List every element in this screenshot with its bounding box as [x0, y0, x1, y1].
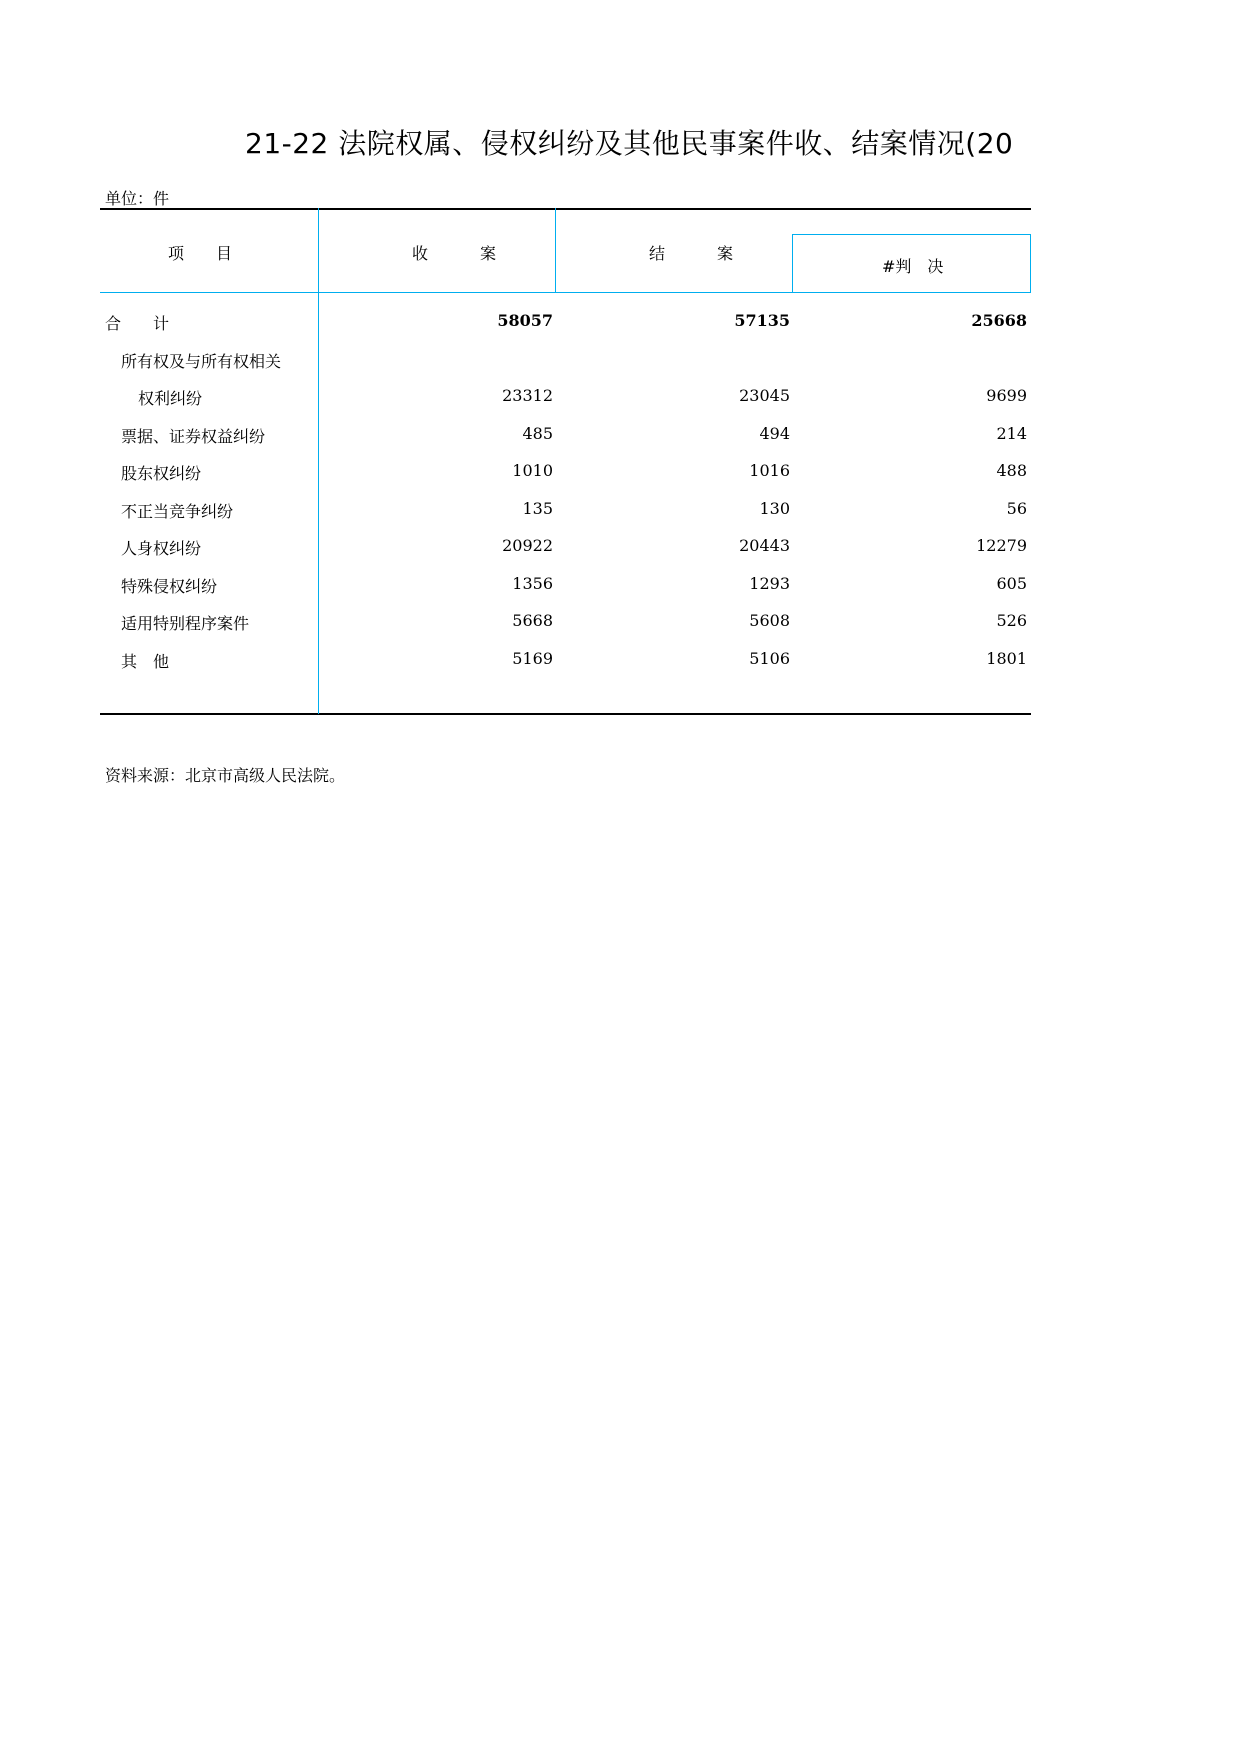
table-row [100, 574, 1030, 611]
received-value: 58057 [497, 311, 553, 330]
closed-value: 130 [759, 499, 790, 518]
received-value: 135 [522, 499, 553, 518]
table-title: 21-22 法院权属、侵权纠纷及其他民事案件收、结案情况(20 [245, 127, 1014, 160]
table-row [100, 499, 1030, 536]
data-source-note: 资料来源：北京市高级人民法院。 [105, 766, 346, 785]
row-label: 合 计 [105, 314, 170, 333]
judgment-value: 526 [996, 611, 1027, 630]
judgment-value: 488 [996, 461, 1027, 480]
judgment-value: 214 [996, 424, 1027, 443]
table-row [100, 386, 1030, 423]
closed-value: 5106 [749, 649, 790, 668]
received-value: 1010 [512, 461, 553, 480]
header-closed: 结 案 [649, 244, 752, 263]
row-label: 票据、证券权益纠纷 [121, 427, 266, 446]
received-value: 23312 [502, 386, 553, 405]
judgment-value: 12279 [976, 536, 1027, 555]
row-label: 权利纠纷 [138, 389, 203, 408]
received-value: 5169 [512, 649, 553, 668]
closed-value: 5608 [749, 611, 790, 630]
row-label: 股东权纠纷 [121, 464, 202, 483]
received-value: 5668 [512, 611, 553, 630]
header-received: 收 案 [412, 244, 515, 263]
closed-value: 57135 [734, 311, 790, 330]
table-row [100, 649, 1030, 686]
table-row [100, 611, 1030, 648]
received-value: 20922 [502, 536, 553, 555]
row-label: 适用特别程序案件 [121, 614, 250, 633]
closed-value: 1293 [749, 574, 790, 593]
table-row [100, 311, 1030, 348]
header-item: 项 目 [168, 244, 233, 263]
header-judgment: #判 决 [882, 257, 944, 276]
received-closed-divider [555, 208, 556, 293]
table-top-rule [100, 208, 1031, 210]
judgment-value: 9699 [986, 386, 1027, 405]
judgment-value: 25668 [971, 311, 1027, 330]
closed-value: 20443 [739, 536, 790, 555]
row-label: 不正当竞争纠纷 [121, 502, 234, 521]
received-value: 485 [522, 424, 553, 443]
table-row [100, 424, 1030, 461]
table-row [100, 536, 1030, 573]
closed-value: 494 [759, 424, 790, 443]
unit-label: 单位：件 [105, 189, 170, 208]
closed-value: 23045 [739, 386, 790, 405]
received-value: 1356 [512, 574, 553, 593]
table-row [100, 461, 1030, 498]
judgment-value: 56 [1006, 499, 1027, 518]
judgment-value: 1801 [986, 649, 1027, 668]
row-label: 所有权及与所有权相关 [121, 352, 282, 371]
row-label: 人身权纠纷 [121, 539, 202, 558]
closed-value: 1016 [749, 461, 790, 480]
judgment-value: 605 [996, 574, 1027, 593]
table-row [100, 349, 1030, 386]
row-label: 特殊侵权纠纷 [121, 577, 218, 596]
table-bottom-rule [100, 713, 1031, 715]
table-title-container [245, 122, 1035, 162]
row-label: 其 他 [121, 652, 170, 671]
